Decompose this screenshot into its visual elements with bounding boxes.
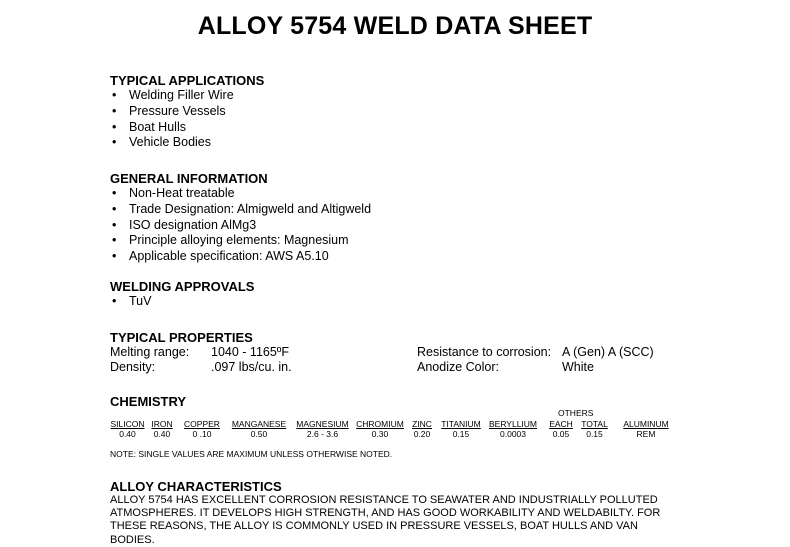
chem-value-beryllium: 0.0003 bbox=[500, 429, 526, 439]
chem-header-each: EACH bbox=[549, 419, 573, 429]
typical-properties-section bbox=[110, 330, 710, 375]
list-item: • Welding Filler Wire bbox=[110, 88, 264, 104]
chemistry-section bbox=[110, 394, 710, 464]
chem-value-magnesium: 2.6 - 3.6 bbox=[306, 429, 339, 439]
alloy-characteristics-heading: ALLOY CHARACTERISTICS bbox=[110, 479, 282, 494]
welding-approvals-section bbox=[110, 279, 254, 310]
density-label: Density: bbox=[110, 360, 156, 374]
general-information-section bbox=[110, 171, 371, 265]
chem-header-copper: COPPER bbox=[184, 419, 220, 429]
corrosion-resistance-label: Resistance to corrosion: bbox=[417, 345, 552, 359]
others-label: OTHERS bbox=[558, 408, 594, 418]
list-item: • Non-Heat treatable bbox=[110, 186, 371, 202]
chem-header-beryllium: BERYLLIUM bbox=[488, 419, 538, 429]
density-value: .097 lbs/cu. in. bbox=[211, 360, 292, 374]
chem-value-silicon: 0.40 bbox=[119, 429, 136, 439]
chem-value-chromium: 0.30 bbox=[371, 429, 389, 439]
general-information-list bbox=[110, 186, 371, 265]
chem-value-aluminum: REM bbox=[636, 429, 656, 439]
list-item: • Trade Designation: Almigweld and Altigweld bbox=[110, 202, 371, 218]
melting-range-value: 1040 - 1165ºF bbox=[211, 345, 289, 359]
chem-value-titanium: 0.15 bbox=[452, 429, 470, 439]
list-item: • Applicable specification: AWS A5.10 bbox=[110, 249, 371, 265]
chem-value-each: 0.05 bbox=[552, 429, 570, 439]
general-information-heading: GENERAL INFORMATION bbox=[110, 171, 268, 186]
list-item: • TuV bbox=[110, 294, 254, 310]
list-item: • ISO designation AlMg3 bbox=[110, 218, 371, 234]
chem-header-total: TOTAL bbox=[581, 419, 608, 429]
typical-applications-list bbox=[110, 88, 264, 151]
welding-approvals-heading: WELDING APPROVALS bbox=[110, 279, 255, 294]
list-item: • Boat Hulls bbox=[110, 120, 264, 136]
chem-value-total: 0.15 bbox=[586, 429, 603, 439]
chemistry-heading: CHEMISTRY bbox=[110, 394, 187, 409]
list-item: • Principle alloying elements: Magnesium bbox=[110, 233, 371, 249]
chem-header-magnesium: MAGNESIUM bbox=[296, 419, 349, 429]
chem-header-chromium: CHROMIUM bbox=[356, 419, 404, 429]
typical-applications-heading: TYPICAL APPLICATIONS bbox=[110, 73, 265, 88]
chem-header-manganese: MANGANESE bbox=[231, 419, 287, 429]
chem-header-zinc: ZINC bbox=[412, 419, 432, 429]
chem-header-iron: IRON bbox=[151, 419, 173, 429]
list-item: • Vehicle Bodies bbox=[110, 135, 264, 151]
page-title: ALLOY 5754 WELD DATA SHEET bbox=[197, 12, 593, 40]
welding-approvals-list bbox=[110, 294, 254, 310]
alloy-characteristics-text: ALLOY 5754 HAS EXCELLENT CORROSION RESISTANCE TO SEAWATER AND INDUSTRIALLY POLLUTED ATMOSPHERES. IT DEVELOPS HIGH STRENGTH, AND HAS GOOD WORKABILITY AND WELDABILTY. FOR THESE REASONS, THE ALLOY IS COMMONLY USED IN PRESSURE VESSELS, BOAT HULLS AND VAN BODIES. bbox=[110, 494, 661, 546]
chem-value-copper: 0 .10 bbox=[192, 429, 212, 439]
chemistry-table bbox=[110, 394, 790, 454]
alloy-characteristics-section bbox=[110, 479, 680, 547]
melting-range-label: Melting range: bbox=[110, 345, 190, 359]
typical-applications-section bbox=[110, 73, 264, 151]
chem-value-zinc: 0.20 bbox=[413, 429, 431, 439]
anodize-color-value: White bbox=[562, 360, 594, 374]
corrosion-resistance-value: A (Gen) A (SCC) bbox=[562, 345, 654, 359]
chem-value-iron: 0.40 bbox=[153, 429, 171, 439]
chem-header-silicon: SILICON bbox=[110, 419, 145, 429]
chem-header-aluminum: ALUMINUM bbox=[623, 419, 669, 429]
typical-properties-heading: TYPICAL PROPERTIES bbox=[110, 330, 253, 345]
chemistry-note: NOTE: SINGLE VALUES ARE MAXIMUM UNLESS OTHERWISE NOTED. bbox=[110, 449, 393, 459]
chem-value-manganese: 0.50 bbox=[250, 429, 268, 439]
list-item: • Pressure Vessels bbox=[110, 104, 264, 120]
chem-header-titanium: TITANIUM bbox=[441, 419, 481, 429]
anodize-color-label: Anodize Color: bbox=[417, 360, 499, 374]
